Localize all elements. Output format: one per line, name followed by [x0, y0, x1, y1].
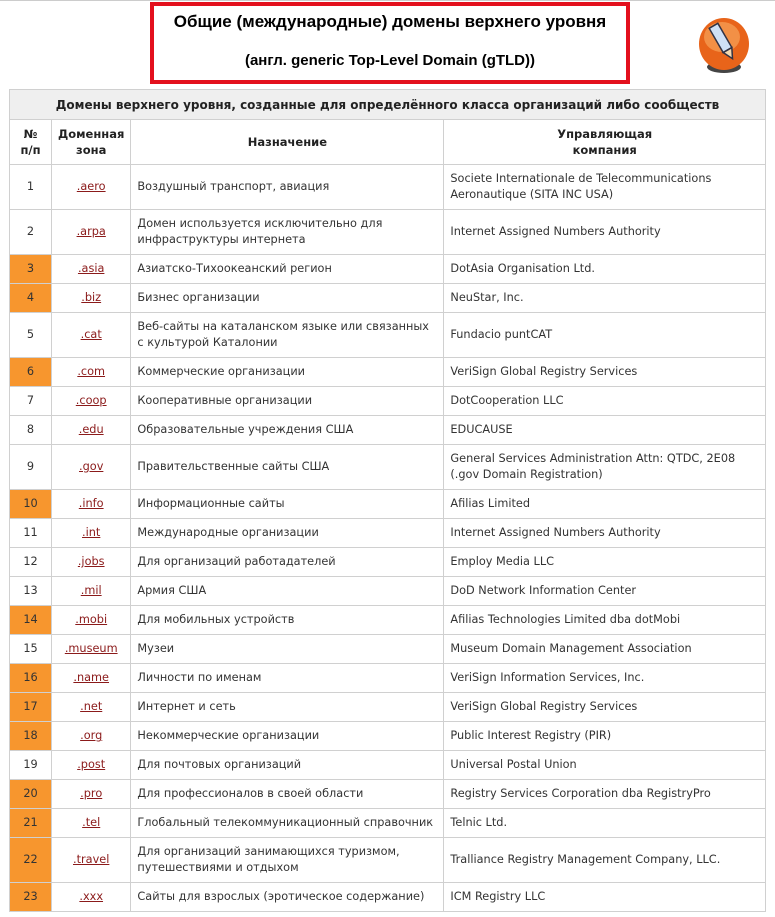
table-row	[10, 255, 766, 284]
domain-link[interactable]: .edu	[78, 423, 104, 436]
row-number: 9	[10, 445, 52, 490]
purpose-cell: Кооперативные организации	[131, 387, 444, 416]
table-row	[10, 519, 766, 548]
table-row	[10, 664, 766, 693]
domain-zone-cell	[52, 809, 131, 838]
col-header-purpose: Назначение	[131, 120, 444, 165]
purpose-cell: Информационные сайты	[131, 490, 444, 519]
domain-link[interactable]: .gov	[79, 460, 104, 473]
row-number: 18	[10, 722, 52, 751]
page-title: Общие (международные) домены верхнего уровня	[173, 12, 607, 31]
company-cell: EDUCAUSE	[444, 416, 766, 445]
table-row	[10, 313, 766, 358]
domain-zone-cell	[52, 255, 131, 284]
domain-link[interactable]: .info	[78, 497, 104, 510]
company-cell: Employ Media LLC	[444, 548, 766, 577]
domain-link[interactable]: .coop	[75, 394, 107, 407]
table-row	[10, 445, 766, 490]
row-number: 4	[10, 284, 52, 313]
company-cell: Internet Assigned Numbers Authority	[444, 210, 766, 255]
col-header-zone: Доменная зона	[52, 120, 131, 165]
row-number: 15	[10, 635, 52, 664]
company-cell: DotCooperation LLC	[444, 387, 766, 416]
purpose-cell: Коммерческие организации	[131, 358, 444, 387]
purpose-cell: Воздушный транспорт, авиация	[131, 165, 444, 210]
domain-zone-cell	[52, 693, 131, 722]
col-header-company: Управляющая компания	[444, 120, 766, 165]
row-number: 8	[10, 416, 52, 445]
company-cell: Societe Internationale de Telecommunications Aeronautique (SITA INC USA)	[444, 165, 766, 210]
domain-zone-cell	[52, 210, 131, 255]
purpose-cell: Для организаций работадателей	[131, 548, 444, 577]
purpose-cell: Бизнес организации	[131, 284, 444, 313]
domain-link[interactable]: .com	[77, 365, 106, 378]
row-number: 3	[10, 255, 52, 284]
company-cell: VeriSign Global Registry Services	[444, 693, 766, 722]
purpose-cell: Правительственные сайты США	[131, 445, 444, 490]
domain-link[interactable]: .jobs	[77, 555, 105, 568]
domain-link[interactable]: .name	[73, 671, 110, 684]
table-row	[10, 548, 766, 577]
domain-link[interactable]: .post	[77, 758, 106, 771]
table-row	[10, 722, 766, 751]
purpose-cell: Личности по именам	[131, 664, 444, 693]
table-row	[10, 606, 766, 635]
row-number: 10	[10, 490, 52, 519]
table-row	[10, 284, 766, 313]
table-row	[10, 693, 766, 722]
purpose-cell: Интернет и сеть	[131, 693, 444, 722]
table-row	[10, 387, 766, 416]
domain-zone-cell	[52, 606, 131, 635]
table-row	[10, 577, 766, 606]
domain-link[interactable]: .museum	[64, 642, 118, 655]
row-number: 7	[10, 387, 52, 416]
purpose-cell: Азиатско-Тихоокеанский регион	[131, 255, 444, 284]
table-row	[10, 358, 766, 387]
table-row	[10, 751, 766, 780]
purpose-cell: Международные организации	[131, 519, 444, 548]
domain-link[interactable]: .aero	[76, 180, 106, 193]
domain-zone-cell	[52, 838, 131, 883]
domain-zone-cell	[52, 664, 131, 693]
domain-link[interactable]: .travel	[73, 853, 110, 866]
table-row	[10, 416, 766, 445]
purpose-cell: Армия США	[131, 577, 444, 606]
purpose-cell: Музеи	[131, 635, 444, 664]
row-number: 11	[10, 519, 52, 548]
row-number: 14	[10, 606, 52, 635]
company-cell: Telnic Ltd.	[444, 809, 766, 838]
company-cell: Universal Postal Union	[444, 751, 766, 780]
row-number: 22	[10, 838, 52, 883]
purpose-cell: Для мобильных устройств	[131, 606, 444, 635]
company-cell: Public Interest Registry (PIR)	[444, 722, 766, 751]
domain-zone-cell	[52, 387, 131, 416]
domain-link[interactable]: .pro	[80, 787, 103, 800]
purpose-cell: Для профессионалов в своей области	[131, 780, 444, 809]
page-title-box	[150, 2, 630, 84]
table-row	[10, 780, 766, 809]
domain-link[interactable]: .int	[82, 526, 101, 539]
company-cell: General Services Administration Attn: QTDC, 2E08 (.gov Domain Registration)	[444, 445, 766, 490]
company-cell: Registry Services Corporation dba RegistryPro	[444, 780, 766, 809]
row-number: 16	[10, 664, 52, 693]
pencil-icon	[698, 17, 750, 75]
purpose-cell: Сайты для взрослых (эротическое содержание)	[131, 883, 444, 912]
domain-link[interactable]: .mil	[80, 584, 102, 597]
row-number: 2	[10, 210, 52, 255]
domain-zone-cell	[52, 548, 131, 577]
domain-link[interactable]: .org	[80, 729, 103, 742]
page-subtitle: (англ. generic Top-Level Domain (gTLD))	[244, 52, 536, 69]
row-number: 13	[10, 577, 52, 606]
domain-link[interactable]: .biz	[81, 291, 102, 304]
domain-link[interactable]: .net	[80, 700, 103, 713]
company-cell: Internet Assigned Numbers Authority	[444, 519, 766, 548]
row-number: 1	[10, 165, 52, 210]
domain-zone-cell	[52, 165, 131, 210]
company-cell: NeuStar, Inc.	[444, 284, 766, 313]
purpose-cell: Образовательные учреждения США	[131, 416, 444, 445]
domain-link[interactable]: .cat	[80, 328, 102, 341]
domain-link[interactable]: .mobi	[75, 613, 108, 626]
company-cell: ICM Registry LLC	[444, 883, 766, 912]
domain-zone-cell	[52, 416, 131, 445]
row-number: 12	[10, 548, 52, 577]
table-row	[10, 165, 766, 210]
domain-zone-cell	[52, 445, 131, 490]
company-cell: DoD Network Information Center	[444, 577, 766, 606]
row-number: 21	[10, 809, 52, 838]
domain-zone-cell	[52, 519, 131, 548]
company-cell: VeriSign Information Services, Inc.	[444, 664, 766, 693]
company-cell: Fundacio puntCAT	[444, 313, 766, 358]
domain-zone-cell	[52, 358, 131, 387]
row-number: 19	[10, 751, 52, 780]
domain-zone-cell	[52, 284, 131, 313]
company-cell: Afilias Technologies Limited dba dotMobi	[444, 606, 766, 635]
company-cell: VeriSign Global Registry Services	[444, 358, 766, 387]
company-cell: DotAsia Organisation Ltd.	[444, 255, 766, 284]
purpose-cell: Для организаций занимающихся туризмом, путешествиями и отдыхом	[131, 838, 444, 883]
table-row	[10, 635, 766, 664]
purpose-cell: Некоммерческие организации	[131, 722, 444, 751]
table-row	[10, 838, 766, 883]
domain-zone-cell	[52, 490, 131, 519]
domain-zone-cell	[52, 635, 131, 664]
domain-link[interactable]: .asia	[77, 262, 105, 275]
col-header-num: № п/п	[10, 120, 52, 165]
table-row	[10, 883, 766, 912]
row-number: 23	[10, 883, 52, 912]
company-cell: Museum Domain Management Association	[444, 635, 766, 664]
company-cell: Tralliance Registry Management Company, LLC.	[444, 838, 766, 883]
row-number: 6	[10, 358, 52, 387]
domain-zone-cell	[52, 883, 131, 912]
domain-link[interactable]: .xxx	[79, 890, 104, 903]
domain-link[interactable]: .arpa	[76, 225, 106, 238]
domain-zone-cell	[52, 751, 131, 780]
purpose-cell: Домен используется исключительно для инфраструктуры интернета	[131, 210, 444, 255]
row-number: 5	[10, 313, 52, 358]
table-row	[10, 809, 766, 838]
row-number: 17	[10, 693, 52, 722]
domain-zone-cell	[52, 577, 131, 606]
purpose-cell: Глобальный телекоммуникационный справочник	[131, 809, 444, 838]
table-row	[10, 210, 766, 255]
domain-zone-cell	[52, 722, 131, 751]
purpose-cell: Для почтовых организаций	[131, 751, 444, 780]
domain-zone-cell	[52, 780, 131, 809]
gtld-table	[9, 89, 766, 912]
domain-zone-cell	[52, 313, 131, 358]
company-cell: Afilias Limited	[444, 490, 766, 519]
purpose-cell: Веб-сайты на каталанском языке или связанных с культурой Каталонии	[131, 313, 444, 358]
table-row	[10, 490, 766, 519]
row-number: 20	[10, 780, 52, 809]
domain-link[interactable]: .tel	[82, 816, 101, 829]
table-caption: Домены верхнего уровня, созданные для определённого класса организаций либо сообществ	[10, 90, 766, 120]
